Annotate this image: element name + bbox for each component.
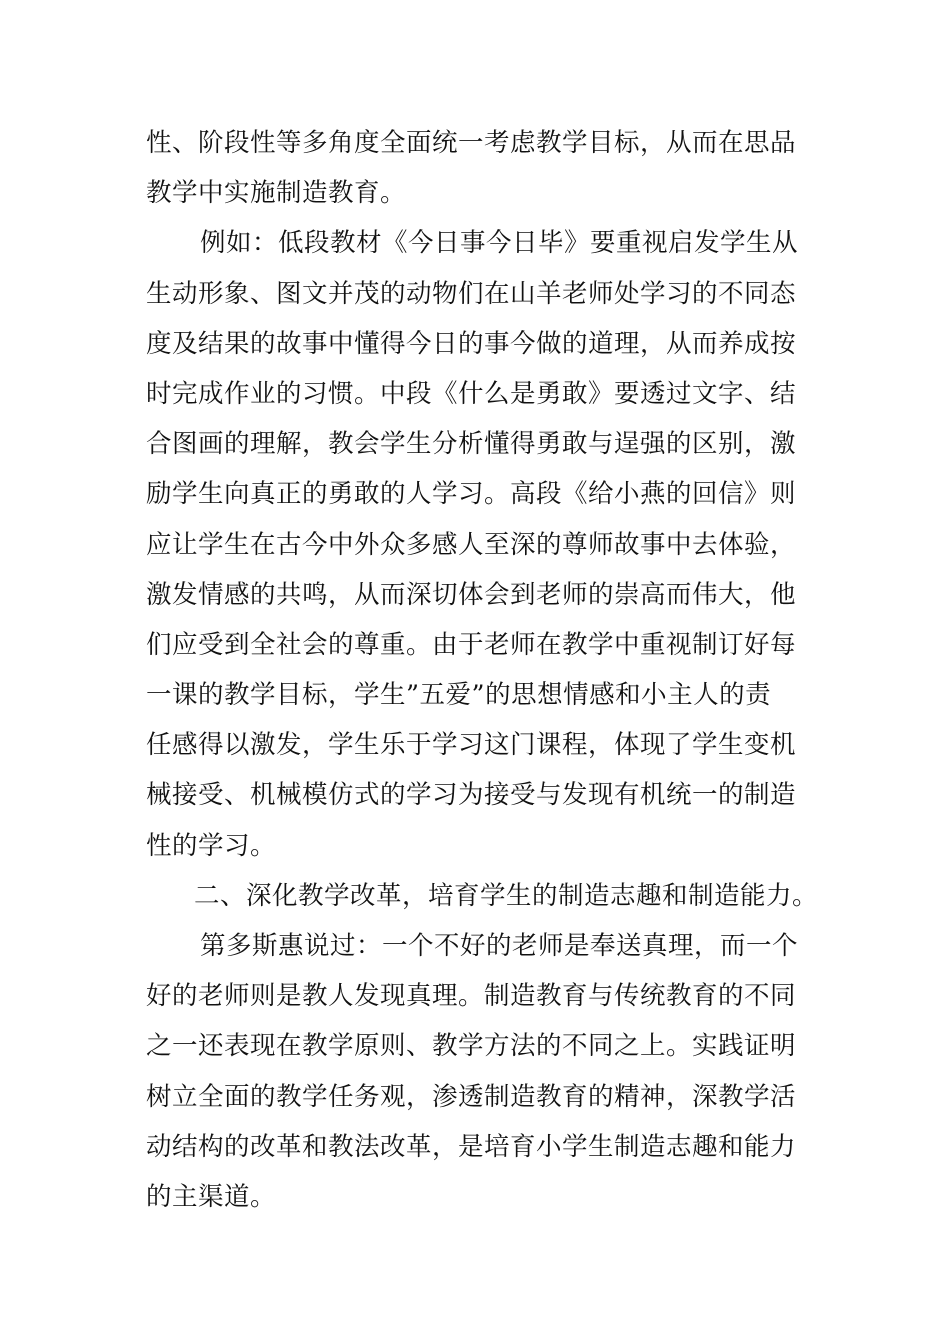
text-line: 合图画的理解，教会学生分析懂得勇敢与逞强的区别，激 xyxy=(146,429,797,460)
text-line: 度及结果的故事中懂得今日的事今做的道理，从而养成按 xyxy=(146,328,797,359)
paragraph-start-line: 例如：低段教材《今日事今日毕》要重视启发学生从 xyxy=(200,228,799,259)
text-line: 械接受、机械模仿式的学习为接受与发现有机统一的制造 xyxy=(146,780,797,811)
text-line: 应让学生在古今中外众多感人至深的尊师故事中去体验， xyxy=(146,529,797,560)
text-line: 之一还表现在教学原则、教学方法的不同之上。实践证明 xyxy=(146,1031,797,1062)
text-line: 教学中实施制造教育。 xyxy=(146,178,407,209)
text-line: 时完成作业的习惯。中段《什么是勇敢》要透过文字、结 xyxy=(146,378,797,409)
text-line: 一课的教学目标，学生”五爱”的思想情感和小主人的责 xyxy=(146,680,772,711)
text-line: 激发情感的共鸣，从而深切体会到老师的崇高而伟大，他 xyxy=(146,579,797,610)
text-line: 们应受到全社会的尊重。由于老师在教学中重视制订好每 xyxy=(146,629,797,660)
text-line: 树立全面的教学任务观，渗透制造教育的精神，深教学活 xyxy=(146,1081,797,1112)
text-line: 生动形象、图文并茂的动物们在山羊老师处学习的不同态 xyxy=(146,278,797,309)
text-line: 好的老师则是教人发现真理。制造教育与传统教育的不同 xyxy=(146,981,797,1012)
section-heading: 二、深化教学改革，培育学生的制造志趣和制造能力。 xyxy=(194,880,819,911)
text-line: 性的学习。 xyxy=(146,830,277,861)
text-line: 动结构的改革和教法改革，是培育小学生制造志趣和能力 xyxy=(146,1131,797,1162)
text-line: 任感得以激发，学生乐于学习这门课程，体现了学生变机 xyxy=(146,730,797,761)
body-text xyxy=(146,118,826,1222)
text-line: 的主渠道。 xyxy=(146,1181,277,1212)
paragraph-start-line: 第多斯惠说过：一个不好的老师是奉送真理，而一个 xyxy=(200,931,799,961)
text-line: 性、阶段性等多角度全面统一考虑教学目标，从而在思品 xyxy=(146,128,797,158)
text-line: 励学生向真正的勇敢的人学习。高段《给小燕的回信》则 xyxy=(146,479,797,510)
